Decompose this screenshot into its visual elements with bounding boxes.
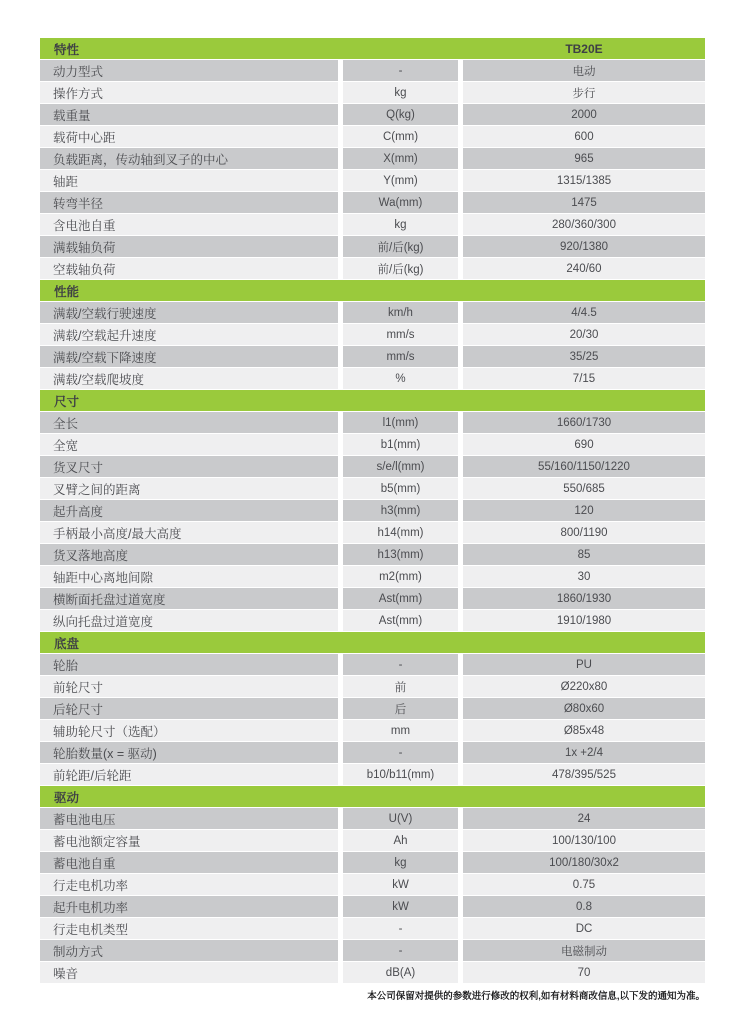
section-header xyxy=(40,38,705,60)
table-row xyxy=(40,60,705,82)
footer-disclaimer: 本公司保留对提供的参数进行修改的权利,如有材料商改信息,以下发的通知为准。 xyxy=(367,991,705,1002)
spec-unit: U(V) xyxy=(343,808,458,829)
spec-unit: h13(mm) xyxy=(343,544,458,565)
spec-label: 满载/空载起升速度 xyxy=(40,324,338,345)
spec-label: 含电池自重 xyxy=(40,214,338,235)
spec-value: 7/15 xyxy=(463,368,705,389)
spec-label: 后轮尺寸 xyxy=(40,698,338,719)
spec-label: 起升电机功率 xyxy=(40,896,338,917)
spec-value: 690 xyxy=(463,434,705,455)
spec-label: 手柄最小高度/最大高度 xyxy=(40,522,338,543)
table-row xyxy=(40,368,705,390)
section-header xyxy=(40,390,705,412)
spec-unit: 前 xyxy=(343,676,458,697)
spec-value: 1x +2/4 xyxy=(463,742,705,763)
spec-unit: b10/b11(mm) xyxy=(343,764,458,785)
spec-label: 满载/空载行驶速度 xyxy=(40,302,338,323)
spec-label: 前轮距/后轮距 xyxy=(40,764,338,785)
table-row xyxy=(40,214,705,236)
table-row xyxy=(40,104,705,126)
spec-label: 货叉落地高度 xyxy=(40,544,338,565)
spec-value: 55/160/1150/1220 xyxy=(463,456,705,477)
spec-value: 920/1380 xyxy=(463,236,705,257)
table-row xyxy=(40,720,705,742)
spec-unit: - xyxy=(343,654,458,675)
spec-unit: Ah xyxy=(343,830,458,851)
spec-value: 电磁制动 xyxy=(463,940,705,961)
table-row xyxy=(40,522,705,544)
spec-unit: Ast(mm) xyxy=(343,610,458,631)
spec-value: 1860/1930 xyxy=(463,588,705,609)
section-title: 驱动 xyxy=(54,790,80,805)
spec-value: 478/395/525 xyxy=(463,764,705,785)
spec-label: 纵向托盘过道宽度 xyxy=(40,610,338,631)
spec-value: PU xyxy=(463,654,705,675)
table-row xyxy=(40,808,705,830)
spec-value: 0.8 xyxy=(463,896,705,917)
spec-label: 蓄电池额定容量 xyxy=(40,830,338,851)
table-row xyxy=(40,940,705,962)
table-row xyxy=(40,258,705,280)
section-header xyxy=(40,786,705,808)
spec-value: DC xyxy=(463,918,705,939)
section-title: 性能 xyxy=(54,284,80,299)
spec-label: 空载轴负荷 xyxy=(40,258,338,279)
spec-unit: - xyxy=(343,940,458,961)
spec-value: Ø80x60 xyxy=(463,698,705,719)
spec-unit: Wa(mm) xyxy=(343,192,458,213)
spec-table xyxy=(40,38,705,984)
spec-unit: C(mm) xyxy=(343,126,458,147)
spec-unit: kW xyxy=(343,896,458,917)
table-row xyxy=(40,566,705,588)
table-row xyxy=(40,962,705,984)
spec-label: 蓄电池自重 xyxy=(40,852,338,873)
spec-label: 噪音 xyxy=(40,962,338,983)
spec-label: 全长 xyxy=(40,412,338,433)
spec-value: 24 xyxy=(463,808,705,829)
spec-label: 满载轴负荷 xyxy=(40,236,338,257)
section-title: 特性 xyxy=(54,42,80,57)
spec-unit: kg xyxy=(343,82,458,103)
spec-label: 前轮尺寸 xyxy=(40,676,338,697)
spec-value: 800/1190 xyxy=(463,522,705,543)
spec-unit: l1(mm) xyxy=(343,412,458,433)
spec-unit: 前/后(kg) xyxy=(343,236,458,257)
spec-unit: m2(mm) xyxy=(343,566,458,587)
table-row xyxy=(40,764,705,786)
spec-label: 轮胎 xyxy=(40,654,338,675)
spec-unit: km/h xyxy=(343,302,458,323)
spec-value: 965 xyxy=(463,148,705,169)
table-row xyxy=(40,500,705,522)
table-row xyxy=(40,918,705,940)
table-row xyxy=(40,610,705,632)
spec-label: 负载距离，传动轴到叉子的中心 xyxy=(40,148,338,169)
spec-value: 550/685 xyxy=(463,478,705,499)
spec-label: 全宽 xyxy=(40,434,338,455)
spec-value: 35/25 xyxy=(463,346,705,367)
spec-unit: h3(mm) xyxy=(343,500,458,521)
spec-value: 600 xyxy=(463,126,705,147)
spec-unit: b5(mm) xyxy=(343,478,458,499)
table-row xyxy=(40,896,705,918)
spec-unit: Q(kg) xyxy=(343,104,458,125)
table-row xyxy=(40,478,705,500)
table-row xyxy=(40,654,705,676)
spec-unit: kg xyxy=(343,852,458,873)
table-row xyxy=(40,676,705,698)
spec-label: 辅助轮尺寸（选配） xyxy=(40,720,338,741)
spec-value: 4/4.5 xyxy=(463,302,705,323)
spec-value: 240/60 xyxy=(463,258,705,279)
table-row xyxy=(40,170,705,192)
spec-value: 1475 xyxy=(463,192,705,213)
spec-label: 制动方式 xyxy=(40,940,338,961)
spec-unit: b1(mm) xyxy=(343,434,458,455)
table-row xyxy=(40,82,705,104)
table-row xyxy=(40,544,705,566)
table-row xyxy=(40,742,705,764)
spec-label: 载荷中心距 xyxy=(40,126,338,147)
spec-value: Ø220x80 xyxy=(463,676,705,697)
spec-unit: mm xyxy=(343,720,458,741)
spec-label: 货叉尺寸 xyxy=(40,456,338,477)
table-row xyxy=(40,148,705,170)
spec-value: Ø85x48 xyxy=(463,720,705,741)
spec-unit: kW xyxy=(343,874,458,895)
spec-unit: Y(mm) xyxy=(343,170,458,191)
spec-value: 2000 xyxy=(463,104,705,125)
spec-label: 轮胎数量(x = 驱动) xyxy=(40,742,338,763)
spec-value: 100/180/30x2 xyxy=(463,852,705,873)
table-row xyxy=(40,830,705,852)
spec-label: 起升高度 xyxy=(40,500,338,521)
table-row xyxy=(40,698,705,720)
table-row xyxy=(40,874,705,896)
spec-unit: dB(A) xyxy=(343,962,458,983)
spec-label: 载重量 xyxy=(40,104,338,125)
spec-unit: Ast(mm) xyxy=(343,588,458,609)
spec-value: 85 xyxy=(463,544,705,565)
spec-unit: s/e/l(mm) xyxy=(343,456,458,477)
table-row xyxy=(40,302,705,324)
spec-unit: mm/s xyxy=(343,346,458,367)
spec-value: 步行 xyxy=(463,82,705,103)
spec-label: 行走电机类型 xyxy=(40,918,338,939)
table-row xyxy=(40,324,705,346)
spec-value: 30 xyxy=(463,566,705,587)
spec-value: 1910/1980 xyxy=(463,610,705,631)
spec-unit: X(mm) xyxy=(343,148,458,169)
spec-value: 1660/1730 xyxy=(463,412,705,433)
table-row xyxy=(40,346,705,368)
spec-label: 叉臂之间的距离 xyxy=(40,478,338,499)
spec-label: 满载/空载下降速度 xyxy=(40,346,338,367)
table-row xyxy=(40,588,705,610)
model-name: TB20E xyxy=(565,41,603,56)
section-header xyxy=(40,632,705,654)
spec-label: 满载/空载爬坡度 xyxy=(40,368,338,389)
spec-value: 0.75 xyxy=(463,874,705,895)
section-header xyxy=(40,280,705,302)
spec-unit: 前/后(kg) xyxy=(343,258,458,279)
spec-unit: 后 xyxy=(343,698,458,719)
spec-unit: mm/s xyxy=(343,324,458,345)
spec-unit: - xyxy=(343,742,458,763)
spec-value: 电动 xyxy=(463,60,705,81)
spec-label: 横断面托盘过道宽度 xyxy=(40,588,338,609)
spec-label: 操作方式 xyxy=(40,82,338,103)
table-row xyxy=(40,412,705,434)
table-row xyxy=(40,852,705,874)
table-row xyxy=(40,192,705,214)
spec-unit: - xyxy=(343,60,458,81)
spec-label: 轴距 xyxy=(40,170,338,191)
section-title: 底盘 xyxy=(54,636,80,651)
table-row xyxy=(40,126,705,148)
table-row xyxy=(40,456,705,478)
section-title: 尺寸 xyxy=(54,394,80,409)
spec-label: 蓄电池电压 xyxy=(40,808,338,829)
table-row xyxy=(40,236,705,258)
spec-unit: kg xyxy=(343,214,458,235)
spec-unit: - xyxy=(343,918,458,939)
spec-value: 120 xyxy=(463,500,705,521)
spec-label: 动力型式 xyxy=(40,60,338,81)
spec-value: 280/360/300 xyxy=(463,214,705,235)
spec-value: 1315/1385 xyxy=(463,170,705,191)
spec-unit: % xyxy=(343,368,458,389)
spec-label: 轴距中心离地间隙 xyxy=(40,566,338,587)
spec-value: 20/30 xyxy=(463,324,705,345)
spec-unit: h14(mm) xyxy=(343,522,458,543)
spec-value: 100/130/100 xyxy=(463,830,705,851)
table-row xyxy=(40,434,705,456)
spec-label: 行走电机功率 xyxy=(40,874,338,895)
spec-label: 转弯半径 xyxy=(40,192,338,213)
spec-value: 70 xyxy=(463,962,705,983)
